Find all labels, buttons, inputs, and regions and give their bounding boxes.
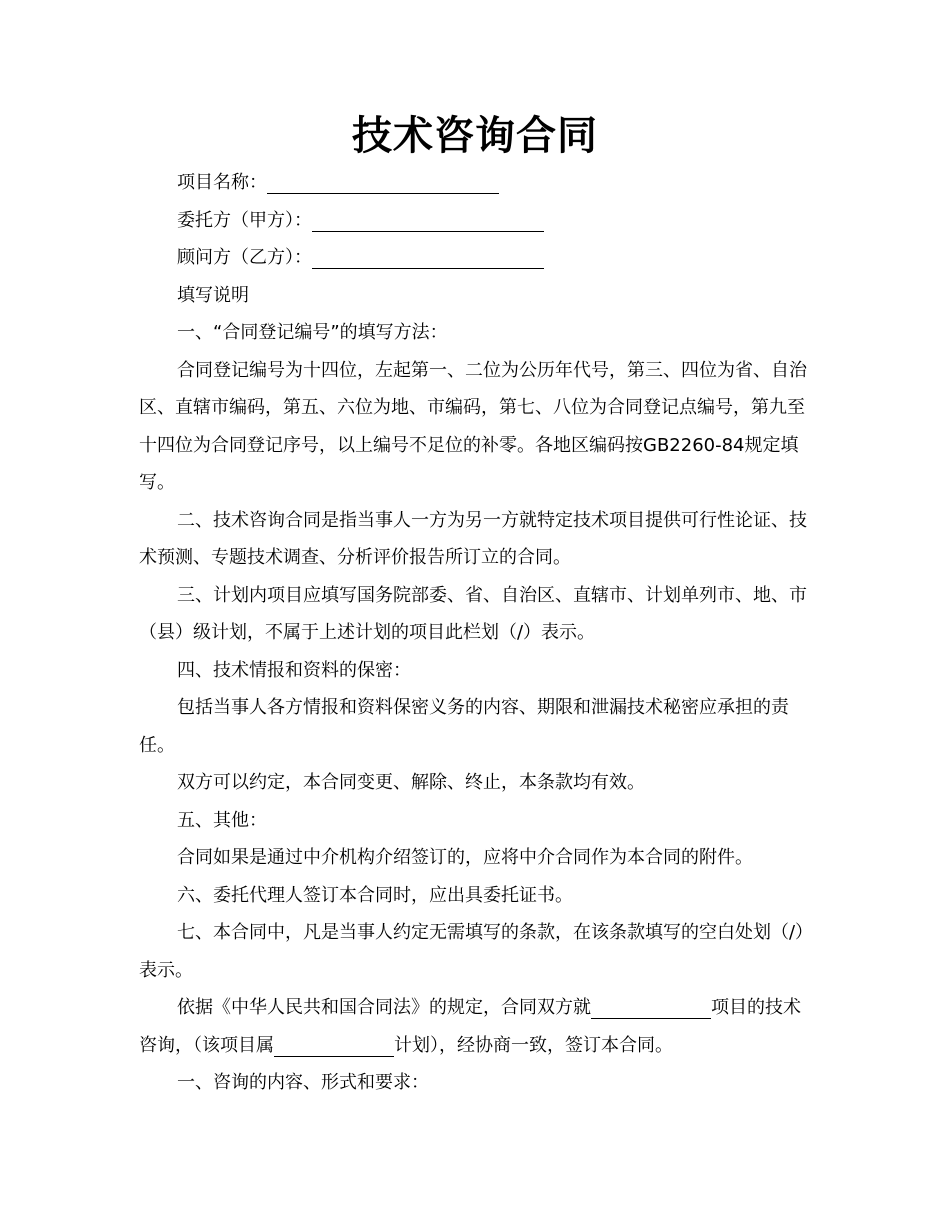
paragraph-contract-basis — [139, 989, 813, 1064]
paragraph-registration-number: 合同登记编号为十四位，左起第一、二位为公历年代号，第三、四位为省、自治区、直辖市编码，第五、六位为地、市编码，第七、八位为合同登记点编号，第九至十四位为合同登记序号，以上编号不足位的补零。各地区编码按GB2260-84规定填写。 — [139, 359, 807, 493]
paragraph-section-5: 五、其他： — [177, 809, 267, 831]
client-blank[interactable] — [312, 209, 544, 232]
paragraph-instructions-heading: 填写说明 — [177, 284, 249, 306]
project-name-blank[interactable] — [267, 171, 499, 194]
contract-basis-text-3: 计划），经协商一致，签订本合同。 — [394, 1034, 673, 1056]
consultant-label: 顾问方（乙方）： — [177, 247, 312, 268]
project-name-label: 项目名称： — [177, 172, 267, 193]
plan-blank[interactable] — [274, 1034, 394, 1057]
paragraph-section-3: 三、计划内项目应填写国务院部委、省、自治区、直辖市、计划单列市、地、市（县）级计划，不属于上述计划的项目此栏划（/）表示。 — [139, 584, 807, 643]
contract-basis-text-2: 项目的技术咨询，（该项目属 — [139, 997, 801, 1056]
consultant-blank[interactable] — [312, 246, 544, 269]
project-blank[interactable] — [591, 996, 711, 1019]
client-label: 委托方（甲方）： — [177, 209, 312, 231]
paragraph-validity: 双方可以约定，本合同变更、解除、终止，本条款均有效。 — [177, 772, 645, 793]
paragraph-section-2: 二、技术咨询合同是指当事人一方为另一方就特定技术项目提供可行性论证、技术预测、专题技术调查、分析评价报告所订立的合同。 — [139, 509, 807, 568]
paragraph-confidentiality: 包括当事人各方情报和资料保密义务的内容、期限和泄漏技术秘密应承担的责任。 — [139, 697, 789, 756]
document-title: 技术咨询合同 — [352, 113, 598, 159]
paragraph-intermediary: 合同如果是通过中介机构介绍签订的，应将中介合同作为本合同的附件。 — [177, 847, 753, 868]
client-row — [139, 202, 813, 240]
document-body — [139, 164, 813, 1102]
paragraph-consult-content-heading: 一、咨询的内容、形式和要求： — [177, 1072, 429, 1093]
project-name-row — [139, 164, 813, 202]
paragraph-section-6: 六、委托代理人签订本合同时，应出具委托证书。 — [177, 884, 573, 906]
contract-basis-text-1: 依据《中华人民共和国合同法》的规定，合同双方就 — [177, 997, 591, 1018]
paragraph-section-4: 四、技术情报和资料的保密： — [177, 659, 411, 681]
paragraph-section-7: 七、本合同中，凡是当事人约定无需填写的条款，在该条款填写的空白处划（/）表示。 — [139, 922, 805, 981]
paragraph-section-1: 一、“合同登记编号”的填写方法： — [177, 322, 448, 343]
consultant-row — [139, 239, 813, 277]
